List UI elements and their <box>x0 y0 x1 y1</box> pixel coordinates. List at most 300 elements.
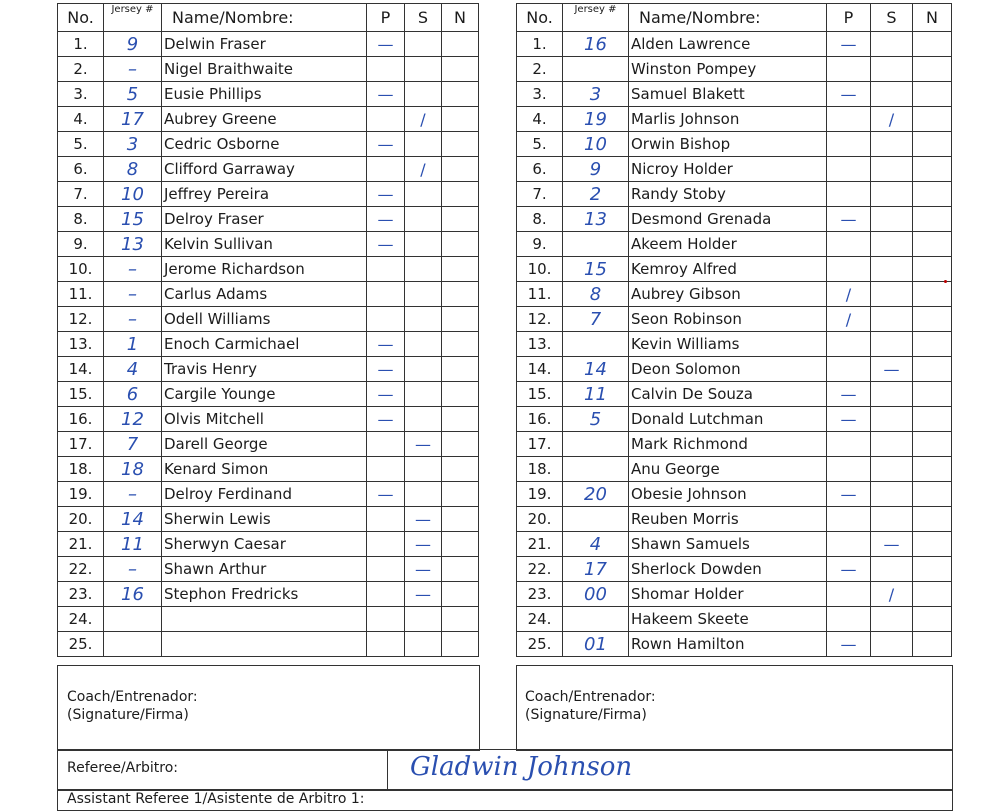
substitute-mark <box>405 32 442 57</box>
substitute-mark: — <box>405 507 442 532</box>
jersey-number: 9 <box>563 157 629 182</box>
player-name: Jerome Richardson <box>162 257 367 282</box>
roster-row <box>58 182 479 207</box>
substitute-mark <box>871 157 913 182</box>
player-name: Sherwin Lewis <box>162 507 367 532</box>
roster-row <box>517 482 952 507</box>
roster-row <box>58 207 479 232</box>
roster-row <box>58 357 479 382</box>
substitute-mark <box>871 382 913 407</box>
substitute-mark <box>871 57 913 82</box>
jersey-number: – <box>104 307 162 332</box>
row-number: 4. <box>517 107 563 132</box>
not-played-mark <box>442 107 479 132</box>
header-name: Name/Nombre: <box>162 4 367 32</box>
substitute-mark: — <box>405 532 442 557</box>
left-coach-signature-label: (Signature/Firma) <box>67 707 189 723</box>
row-number: 6. <box>58 157 104 182</box>
played-mark <box>367 557 405 582</box>
player-name: Alden Lawrence <box>629 32 827 57</box>
player-name: Mark Richmond <box>629 432 827 457</box>
not-played-mark <box>913 82 952 107</box>
jersey-number: 16 <box>104 582 162 607</box>
row-number: 3. <box>58 82 104 107</box>
player-name: Seon Robinson <box>629 307 827 332</box>
played-mark <box>367 632 405 657</box>
row-number: 22. <box>517 557 563 582</box>
row-number: 20. <box>517 507 563 532</box>
row-number: 17. <box>58 432 104 457</box>
jersey-number: 20 <box>563 482 629 507</box>
roster-row <box>517 407 952 432</box>
player-name: Akeem Holder <box>629 232 827 257</box>
not-played-mark <box>913 207 952 232</box>
not-played-mark <box>442 32 479 57</box>
player-name <box>162 607 367 632</box>
player-name: Darell George <box>162 432 367 457</box>
played-mark <box>827 157 871 182</box>
played-mark: — <box>827 632 871 657</box>
substitute-mark: / <box>405 107 442 132</box>
not-played-mark <box>913 432 952 457</box>
header-name: Name/Nombre: <box>629 4 827 32</box>
substitute-mark <box>405 382 442 407</box>
not-played-mark <box>442 82 479 107</box>
player-name: Donald Lutchman <box>629 407 827 432</box>
not-played-mark <box>913 382 952 407</box>
substitute-mark <box>405 457 442 482</box>
not-played-mark <box>913 607 952 632</box>
played-mark <box>827 532 871 557</box>
header-jersey: Jersey # <box>563 4 629 32</box>
substitute-mark <box>871 232 913 257</box>
substitute-mark <box>405 82 442 107</box>
roster-row <box>58 607 479 632</box>
not-played-mark <box>442 557 479 582</box>
substitute-mark <box>871 482 913 507</box>
not-played-mark <box>442 307 479 332</box>
player-name: Cargile Younge <box>162 382 367 407</box>
played-mark <box>367 457 405 482</box>
roster-row <box>517 432 952 457</box>
played-mark: — <box>367 207 405 232</box>
not-played-mark <box>442 257 479 282</box>
roster-row <box>517 132 952 157</box>
substitute-mark: — <box>405 582 442 607</box>
substitute-mark <box>871 332 913 357</box>
not-played-mark <box>913 232 952 257</box>
row-number: 6. <box>517 157 563 182</box>
row-number: 18. <box>58 457 104 482</box>
not-played-mark <box>442 607 479 632</box>
player-name: Obesie Johnson <box>629 482 827 507</box>
roster-row <box>58 57 479 82</box>
jersey-number: 12 <box>104 407 162 432</box>
substitute-mark <box>405 632 442 657</box>
jersey-number: – <box>104 557 162 582</box>
substitute-mark <box>871 632 913 657</box>
row-number: 18. <box>517 457 563 482</box>
jersey-number: 7 <box>104 432 162 457</box>
roster-row <box>517 282 952 307</box>
row-number: 11. <box>517 282 563 307</box>
jersey-number: – <box>104 257 162 282</box>
played-mark <box>367 57 405 82</box>
jersey-number: – <box>104 282 162 307</box>
roster-row <box>517 232 952 257</box>
roster-row <box>517 57 952 82</box>
jersey-number: 10 <box>104 182 162 207</box>
played-mark: — <box>827 407 871 432</box>
header-no: No. <box>517 4 563 32</box>
right-coach-label: Coach/Entrenador: <box>525 689 656 705</box>
not-played-mark <box>442 57 479 82</box>
jersey-number: 16 <box>563 32 629 57</box>
substitute-mark <box>405 482 442 507</box>
player-name: Sherlock Dowden <box>629 557 827 582</box>
header-p: P <box>367 4 405 32</box>
roster-row <box>517 582 952 607</box>
jersey-number: 4 <box>104 357 162 382</box>
substitute-mark <box>871 457 913 482</box>
player-name: Olvis Mitchell <box>162 407 367 432</box>
substitute-mark: — <box>405 432 442 457</box>
row-number: 17. <box>517 432 563 457</box>
jersey-number: 7 <box>563 307 629 332</box>
jersey-number: 14 <box>104 507 162 532</box>
not-played-mark <box>913 57 952 82</box>
substitute-mark: — <box>871 532 913 557</box>
substitute-mark <box>871 282 913 307</box>
roster-row <box>58 457 479 482</box>
played-mark <box>367 307 405 332</box>
jersey-number <box>563 457 629 482</box>
player-name: Odell Williams <box>162 307 367 332</box>
not-played-mark <box>442 132 479 157</box>
substitute-mark <box>871 432 913 457</box>
player-name: Travis Henry <box>162 357 367 382</box>
not-played-mark <box>442 207 479 232</box>
player-name: Nigel Braithwaite <box>162 57 367 82</box>
player-name: Rown Hamilton <box>629 632 827 657</box>
substitute-mark <box>871 407 913 432</box>
player-name: Orwin Bishop <box>629 132 827 157</box>
not-played-mark <box>913 182 952 207</box>
substitute-mark <box>405 282 442 307</box>
row-number: 21. <box>517 532 563 557</box>
played-mark: — <box>367 332 405 357</box>
roster-row <box>58 157 479 182</box>
roster-header-row <box>517 4 952 32</box>
substitute-mark <box>871 32 913 57</box>
substitute-mark <box>405 207 442 232</box>
jersey-number: 17 <box>104 107 162 132</box>
roster-row <box>58 382 479 407</box>
played-mark <box>367 432 405 457</box>
jersey-number: 5 <box>563 407 629 432</box>
roster-row <box>517 607 952 632</box>
played-mark: / <box>827 307 871 332</box>
player-name: Kemroy Alfred <box>629 257 827 282</box>
row-number: 19. <box>58 482 104 507</box>
played-mark <box>367 507 405 532</box>
roster-row <box>58 257 479 282</box>
jersey-number: 8 <box>104 157 162 182</box>
jersey-number: 17 <box>563 557 629 582</box>
roster-row <box>517 457 952 482</box>
jersey-number <box>104 607 162 632</box>
jersey-number: 3 <box>563 82 629 107</box>
header-no: No. <box>58 4 104 32</box>
row-number: 25. <box>58 632 104 657</box>
jersey-number: 1 <box>104 332 162 357</box>
player-name: Delroy Fraser <box>162 207 367 232</box>
row-number: 9. <box>58 232 104 257</box>
not-played-mark <box>913 457 952 482</box>
not-played-mark <box>442 407 479 432</box>
substitute-mark <box>871 207 913 232</box>
roster-row <box>58 32 479 57</box>
left-coach-label: Coach/Entrenador: <box>67 689 198 705</box>
played-mark: — <box>367 182 405 207</box>
roster-row <box>517 632 952 657</box>
row-number: 8. <box>517 207 563 232</box>
jersey-number <box>104 632 162 657</box>
substitute-mark <box>405 257 442 282</box>
roster-row <box>517 157 952 182</box>
roster-row <box>517 557 952 582</box>
played-mark: — <box>827 482 871 507</box>
not-played-mark <box>913 332 952 357</box>
not-played-mark <box>442 482 479 507</box>
not-played-mark <box>442 507 479 532</box>
roster-row <box>58 632 479 657</box>
row-number: 10. <box>58 257 104 282</box>
played-mark: — <box>367 357 405 382</box>
jersey-number: 11 <box>104 532 162 557</box>
player-name: Hakeem Skeete <box>629 607 827 632</box>
substitute-mark <box>871 182 913 207</box>
played-mark <box>827 607 871 632</box>
not-played-mark <box>442 532 479 557</box>
player-name <box>162 632 367 657</box>
substitute-mark <box>405 182 442 207</box>
jersey-number: – <box>104 482 162 507</box>
played-mark <box>367 107 405 132</box>
header-s: S <box>871 4 913 32</box>
player-name: Aubrey Gibson <box>629 282 827 307</box>
not-played-mark <box>913 482 952 507</box>
row-number: 10. <box>517 257 563 282</box>
player-name: Marlis Johnson <box>629 107 827 132</box>
jersey-number: 15 <box>104 207 162 232</box>
played-mark <box>827 107 871 132</box>
played-mark: / <box>827 282 871 307</box>
jersey-number: 4 <box>563 532 629 557</box>
jersey-number <box>563 507 629 532</box>
played-mark <box>827 332 871 357</box>
player-name: Samuel Blakett <box>629 82 827 107</box>
row-number: 13. <box>517 332 563 357</box>
played-mark: — <box>367 382 405 407</box>
row-number: 23. <box>58 582 104 607</box>
not-played-mark <box>442 382 479 407</box>
jersey-number: 01 <box>563 632 629 657</box>
right-coach-signature-label: (Signature/Firma) <box>525 707 647 723</box>
roster-row <box>517 307 952 332</box>
substitute-mark <box>871 557 913 582</box>
played-mark <box>827 182 871 207</box>
player-name: Eusie Phillips <box>162 82 367 107</box>
not-played-mark <box>442 632 479 657</box>
referee-label: Referee/Arbitro: <box>67 760 178 776</box>
roster-row <box>517 207 952 232</box>
substitute-mark <box>405 307 442 332</box>
roster-row <box>58 282 479 307</box>
not-played-mark <box>442 232 479 257</box>
roster-row <box>517 107 952 132</box>
substitute-mark <box>871 307 913 332</box>
substitute-mark <box>405 132 442 157</box>
header-jersey: Jersey # <box>104 4 162 32</box>
played-mark <box>827 57 871 82</box>
substitute-mark: / <box>871 582 913 607</box>
played-mark <box>827 432 871 457</box>
not-played-mark <box>913 107 952 132</box>
player-name: Cedric Osborne <box>162 132 367 157</box>
roster-row <box>58 82 479 107</box>
not-played-mark <box>913 557 952 582</box>
not-played-mark <box>442 182 479 207</box>
row-number: 20. <box>58 507 104 532</box>
row-number: 16. <box>58 407 104 432</box>
played-mark: — <box>827 382 871 407</box>
row-number: 8. <box>58 207 104 232</box>
player-name: Sherwyn Caesar <box>162 532 367 557</box>
row-number: 2. <box>58 57 104 82</box>
player-name: Shomar Holder <box>629 582 827 607</box>
ink-dot <box>944 280 947 283</box>
substitute-mark <box>871 132 913 157</box>
jersey-number: 00 <box>563 582 629 607</box>
row-number: 19. <box>517 482 563 507</box>
played-mark <box>827 582 871 607</box>
player-name: Delwin Fraser <box>162 32 367 57</box>
roster-row <box>58 532 479 557</box>
roster-row <box>517 82 952 107</box>
roster-row <box>58 407 479 432</box>
substitute-mark <box>405 332 442 357</box>
played-mark <box>827 257 871 282</box>
not-played-mark <box>442 432 479 457</box>
played-mark <box>827 132 871 157</box>
substitute-mark <box>405 232 442 257</box>
roster-row <box>517 32 952 57</box>
row-number: 15. <box>517 382 563 407</box>
not-played-mark <box>913 132 952 157</box>
row-number: 11. <box>58 282 104 307</box>
assistant-referee-label: Assistant Referee 1/Asistente de Arbitro 1: <box>67 791 365 807</box>
roster-row <box>517 507 952 532</box>
player-name: Jeffrey Pereira <box>162 182 367 207</box>
row-number: 1. <box>517 32 563 57</box>
header-n: N <box>913 4 952 32</box>
jersey-number: – <box>104 57 162 82</box>
roster-row <box>517 182 952 207</box>
not-played-mark <box>442 282 479 307</box>
player-name: Delroy Ferdinand <box>162 482 367 507</box>
substitute-mark: / <box>405 157 442 182</box>
player-name: Kelvin Sullivan <box>162 232 367 257</box>
row-number: 5. <box>58 132 104 157</box>
jersey-number <box>563 432 629 457</box>
row-number: 14. <box>517 357 563 382</box>
played-mark: — <box>367 132 405 157</box>
player-name: Stephon Fredricks <box>162 582 367 607</box>
not-played-mark <box>442 332 479 357</box>
played-mark: — <box>367 232 405 257</box>
substitute-mark <box>405 57 442 82</box>
jersey-number: 9 <box>104 32 162 57</box>
played-mark: — <box>367 32 405 57</box>
substitute-mark <box>405 357 442 382</box>
roster-row <box>517 257 952 282</box>
roster-row <box>58 432 479 457</box>
substitute-mark <box>405 407 442 432</box>
row-number: 9. <box>517 232 563 257</box>
not-played-mark <box>913 307 952 332</box>
row-number: 23. <box>517 582 563 607</box>
roster-row <box>517 532 952 557</box>
player-name: Randy Stoby <box>629 182 827 207</box>
not-played-mark <box>913 507 952 532</box>
player-name: Enoch Carmichael <box>162 332 367 357</box>
player-name: Clifford Garraway <box>162 157 367 182</box>
played-mark <box>827 357 871 382</box>
row-number: 1. <box>58 32 104 57</box>
jersey-number <box>563 332 629 357</box>
header-p: P <box>827 4 871 32</box>
jersey-number: 14 <box>563 357 629 382</box>
substitute-mark: — <box>871 357 913 382</box>
not-played-mark <box>913 632 952 657</box>
roster-row <box>517 332 952 357</box>
played-mark: — <box>367 82 405 107</box>
jersey-number: 13 <box>104 232 162 257</box>
substitute-mark: / <box>871 107 913 132</box>
player-name: Kevin Williams <box>629 332 827 357</box>
roster-row <box>517 357 952 382</box>
jersey-number: 5 <box>104 82 162 107</box>
referee-signature: Gladwin Johnson <box>410 752 633 782</box>
substitute-mark <box>405 607 442 632</box>
not-played-mark <box>913 582 952 607</box>
not-played-mark <box>442 457 479 482</box>
roster-row <box>58 132 479 157</box>
played-mark <box>367 257 405 282</box>
row-number: 25. <box>517 632 563 657</box>
roster-header-row <box>58 4 479 32</box>
substitute-mark <box>871 82 913 107</box>
row-number: 4. <box>58 107 104 132</box>
row-number: 7. <box>517 182 563 207</box>
not-played-mark <box>913 157 952 182</box>
substitute-mark <box>871 257 913 282</box>
jersey-number: 18 <box>104 457 162 482</box>
played-mark: — <box>827 557 871 582</box>
not-played-mark <box>913 32 952 57</box>
row-number: 7. <box>58 182 104 207</box>
